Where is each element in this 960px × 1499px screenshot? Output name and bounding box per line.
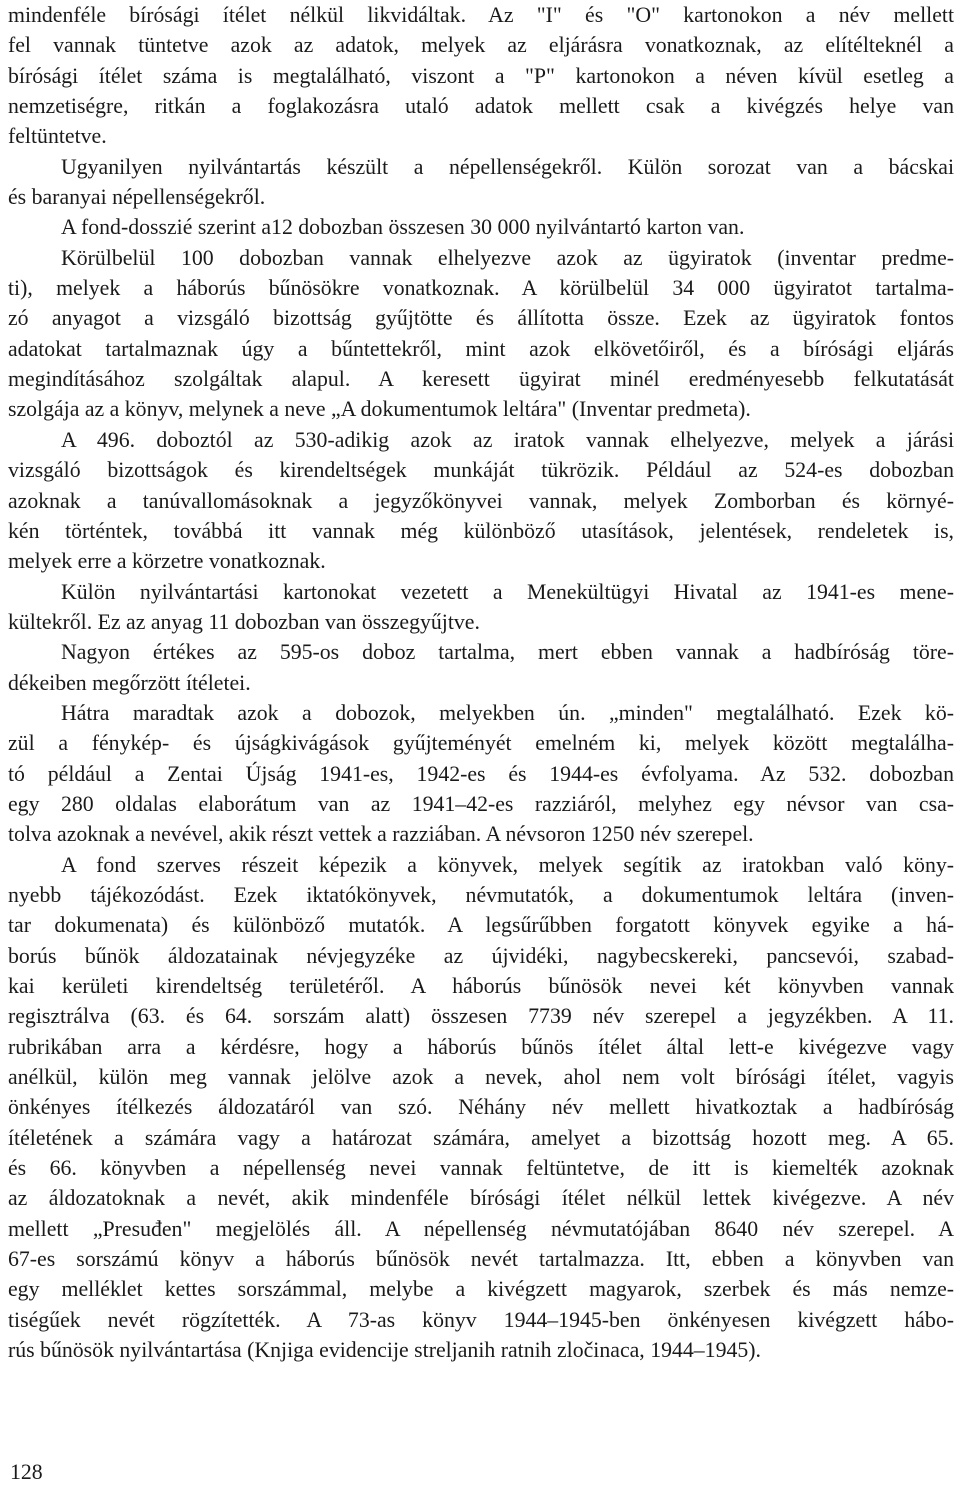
text-line: bírósági ítélet száma is megtalálható, viszont a "P" kartonokon a néven kívül esetleg a: [8, 63, 954, 88]
text-line: mindenféle bírósági ítélet nélkül likvidáltak. Az "I" és "O" kartonokon a név mellett: [8, 3, 954, 27]
text-line: és 66. könyvben a népellenség nevei vannak feltüntetve, de itt is kiemelték azoknak: [8, 1156, 954, 1181]
text-line: Ugyanilyen nyilvántartás készült a népellenségekről. Külön sorozat van a bácskai: [61, 154, 954, 179]
text-line: zül a fénykép- és újságkivágások gyűjteményét emelném ki, melyek között megtalálha-: [8, 731, 954, 756]
text-line: borús bűnök áldozatainak névjegyzéke az újvidéki, nagybecskereki, pancsevói, szabad-: [8, 943, 954, 968]
text-line: azoknak a tanúvallomásoknak a jegyzőkönyvei vannak, melyek Zomborban és környé-: [8, 488, 954, 513]
text-line: tiségűek nevét rögzítették. A 73-as könyv 1944–1945-ben önkényesen kivégzett hábo-: [8, 1307, 954, 1332]
text-line: tar dokumenata) és különböző mutatók. A legsűrűbben forgatott könyvek egyike a há-: [8, 913, 954, 938]
text-line: 67-es sorszámú könyv a háborús bűnösök nevét tartalmazza. Itt, ebben a könyvben van: [8, 1247, 954, 1272]
text-line: egy 280 oldalas elaborátum van az 1941–42-es razziáról, melyhez egy névsor van csa-: [8, 791, 954, 816]
text-line: Hátra maradtak azok a dobozok, melyekben ún. „minden" megtalálható. Ezek kö-: [61, 700, 954, 725]
text-line: nemzetiségre, ritkán a foglakozásra utaló adatok mellett csak a kivégzés helye van: [8, 94, 954, 119]
text-line: adatokat tartalmaznak úgy a bűntettekről, mint azok elkövetőiről, és a bírósági eljárás: [8, 336, 954, 361]
text-line: tolva azoknak a nevével, akik részt vettek a razziában. A névsoron 1250 név szerepel.: [8, 822, 754, 847]
text-line: ti), melyek a háborús bűnösökre vonatkoznak. A körülbelül 34 000 ügyiratot tartalma-: [8, 276, 954, 301]
text-line: melyek erre a körzetre vonatkoznak.: [8, 549, 326, 574]
text-line: A fond szerves részeit képezik a könyvek, melyek segítik az iratokban való köny-: [61, 852, 954, 877]
text-line: és baranyai népellenségekről.: [8, 185, 266, 210]
text-line: kai kerületi kirendeltség területéről. A háborús bűnösök nevei két könyvben vannak: [8, 974, 954, 998]
text-line: dékeiben megőrzött ítéletei.: [8, 670, 251, 695]
text-line: nyebb tájékozódást. Ezek iktatókönyvek, névmutatók, a dokumentumok leltára (inven-: [8, 882, 954, 907]
text-line: tó például a Zentai Újság 1941-es, 1942-es és 1944-es évfolyama. Az 532. dobozban: [8, 761, 954, 786]
text-line: ítéletének a számára vagy a határozat számára, amelyet a bizottság hozott meg. A 65.: [8, 1125, 954, 1150]
text-line: feltüntetve.: [8, 124, 107, 149]
text-line: rús bűnösök nyilvántartása (Knjiga evidencije streljanih ratnih zločinaca, 1944–1945).: [8, 1338, 761, 1363]
text-line: kültekről. Ez az anyag 11 dobozban van összegyűjtve.: [8, 609, 480, 634]
text-line: kén történtek, továbbá itt vannak még különböző utasítások, jelentések, rendeletek is,: [8, 518, 954, 543]
page-number: 128: [10, 1460, 43, 1484]
text-line: az áldozatoknak a nevét, akik mindenféle bírósági ítélet nélkül lettek kivégezve. A név: [8, 1186, 954, 1211]
text-line: A 496. doboztól az 530-adikig azok az iratok vannak elhelyezve, melyek a járási: [61, 427, 954, 452]
text-line: fel vannak tüntetve azok az adatok, melyek az eljárásra vonatkoznak, az elítélteknél a: [8, 33, 954, 58]
text-line: regisztrálva (63. és 64. sorszám alatt) összesen 7739 név szerepel a jegyzékben. A 11.: [8, 1004, 954, 1029]
text-line: A fond-dosszié szerint a12 dobozban összesen 30 000 nyilvántartó karton van.: [61, 215, 745, 240]
text-line: megindításához szolgáltak alapul. A keresett ügyirat minél eredményesebb felkutatását: [8, 367, 954, 392]
text-line: Nagyon értékes az 595-os doboz tartalma, mert ebben vannak a hadbíróság töre-: [61, 640, 954, 665]
text-line: anélkül, külön meg vannak jelölve azok a nevek, ahol nem volt bírósági ítélet, vagyis: [8, 1065, 954, 1090]
text-line: Külön nyilvántartási kartonokat vezetett a Menekültügyi Hivatal az 1941-es mene-: [61, 579, 954, 604]
text-line: vizsgáló bizottságok és kirendeltségek munkáját tükrözik. Például az 524-es dobozban: [8, 458, 954, 483]
text-line: mellett „Presuđen" megjelölés áll. A népellenség névmutatójában 8640 név szerepel. A: [8, 1216, 954, 1241]
text-line: rubrikában arra a kérdésre, hogy a háborús bűnös ítélet által lett-e kivégezve vagy: [8, 1034, 954, 1059]
text-line: zó anyagot a vizsgáló bizottság gyűjtötte és állította össze. Ezek az ügyiratok fontos: [8, 306, 954, 331]
text-line: önkényes ítélkezés áldozatáról van szó. Néhány név mellett hivatkoztak a hadbíróság: [8, 1095, 954, 1120]
text-line: Körülbelül 100 dobozban vannak elhelyezve azok az ügyiratok (inventar predme-: [61, 245, 954, 270]
text-line: szolgája az a könyv, melynek a neve „A dokumentumok leltára" (Inventar predmeta).: [8, 397, 751, 422]
text-line: egy melléklet kettes sorszámmal, melybe a kivégzett magyarok, szerbek és más nemze-: [8, 1277, 954, 1302]
document-page: [8, 0, 954, 1365]
